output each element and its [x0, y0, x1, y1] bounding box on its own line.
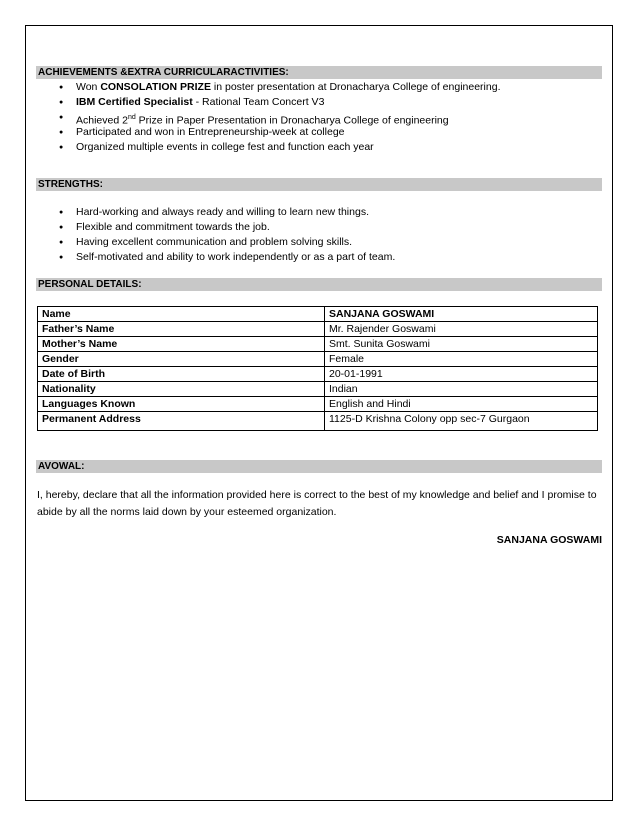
- table-row: Mother’s Name Smt. Sunita Goswami: [38, 337, 598, 352]
- table-row: Father’s Name Mr. Rajender Goswami: [38, 322, 598, 337]
- achievement-item: ● IBM Certified Specialist - Rational Team Concert V3: [36, 95, 500, 110]
- strength-item: ● Self-motivated and ability to work independently or as a part of team.: [36, 250, 395, 265]
- achievement-item: ● Participated and won in Entrepreneurship-week at college: [36, 125, 500, 140]
- achievements-header: ACHIEVEMENTS &EXTRA CURRICULARACTIVITIES:: [36, 66, 602, 79]
- personal-details-table: [37, 306, 598, 431]
- personal-details-header: PERSONAL DETAILS:: [36, 278, 602, 291]
- avowal-header: AVOWAL:: [36, 460, 602, 473]
- strength-item: ● Flexible and commitment towards the job.: [36, 220, 395, 235]
- table-row: Nationality Indian: [38, 382, 598, 397]
- table-row: Languages Known English and Hindi: [38, 397, 598, 412]
- table-row: Permanent Address 1125-D Krishna Colony opp sec-7 Gurgaon: [38, 412, 598, 431]
- strengths-header: STRENGTHS:: [36, 178, 602, 191]
- avowal-text: I, hereby, declare that all the information provided here is correct to the best of my knowledge and belief and I promise to abide by all the norms laid down by your esteemed organization.: [37, 489, 597, 518]
- strengths-list: [36, 205, 395, 265]
- achievement-item: ● Won CONSOLATION PRIZE in poster presentation at Dronacharya College of engineering.: [36, 80, 500, 95]
- table-row: Date of Birth 20-01-1991: [38, 367, 598, 382]
- table-row: Name SANJANA GOSWAMI: [38, 307, 598, 322]
- strength-item: ● Hard-working and always ready and willing to learn new things.: [36, 205, 395, 220]
- achievement-item: ● Organized multiple events in college fest and function each year: [36, 140, 500, 155]
- table-row: Gender Female: [38, 352, 598, 367]
- achievements-list: [36, 80, 500, 155]
- signature-name: SANJANA GOSWAMI: [496, 534, 602, 546]
- strength-item: ● Having excellent communication and problem solving skills.: [36, 235, 395, 250]
- achievement-item: ● Achieved 2nd Prize in Paper Presentation in Dronacharya College of engineering: [36, 110, 500, 125]
